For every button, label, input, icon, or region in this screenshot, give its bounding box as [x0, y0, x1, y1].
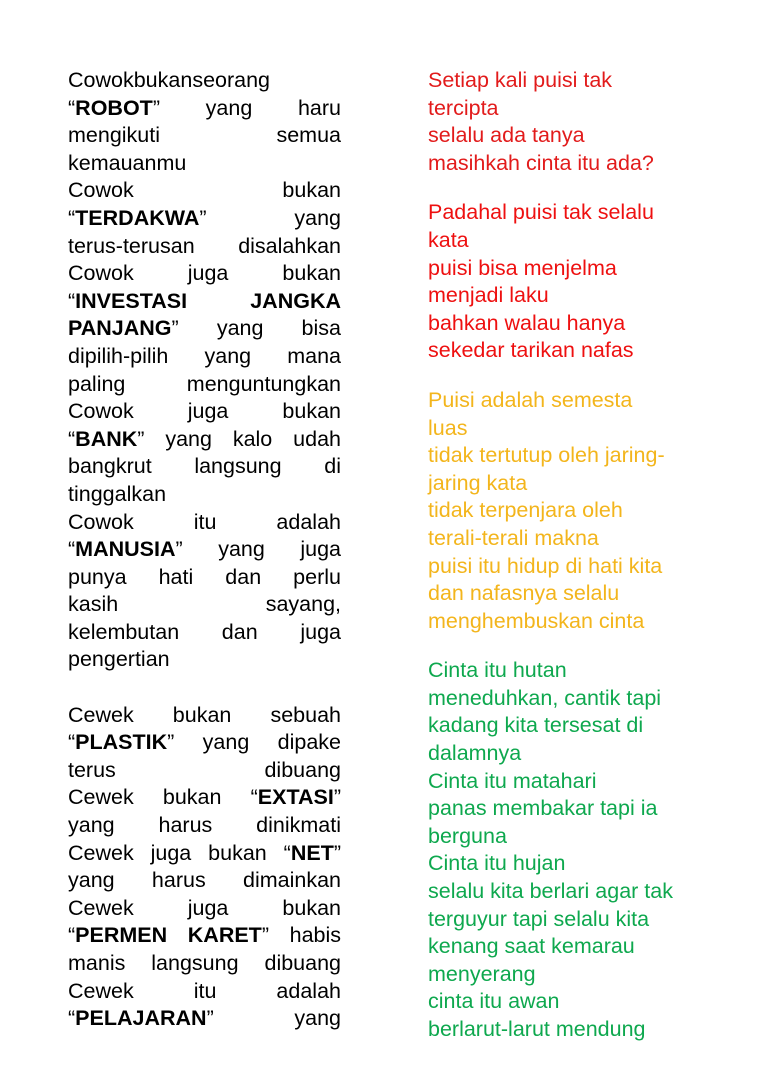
- poem-stanza: [428, 67, 748, 177]
- word: harus: [114, 813, 213, 838]
- word: bukan: [228, 261, 341, 286]
- word: adalah: [216, 509, 341, 534]
- prose-line: [68, 702, 341, 730]
- word: ”: [175, 537, 183, 562]
- word: tinggalkan: [68, 481, 167, 506]
- keyword: NET: [290, 840, 334, 865]
- word: itu: [133, 978, 217, 1003]
- word: semua: [160, 123, 341, 148]
- keyword: PERMEN: [75, 923, 168, 948]
- poem-line: menghembuskan cinta: [428, 608, 645, 633]
- keyword: BANK: [75, 426, 138, 451]
- poem-line: dalamnya: [428, 741, 522, 766]
- word: juga: [133, 399, 229, 424]
- word: ”: [333, 785, 341, 810]
- word: bukan: [133, 785, 222, 810]
- word: “: [68, 1006, 76, 1031]
- word: Cewek: [68, 840, 134, 865]
- poem-line: sekedar tarikan nafas: [428, 338, 634, 363]
- poem-line: Cinta itu hujan: [428, 851, 566, 876]
- poem-line: jaring kata: [428, 470, 528, 495]
- word: “: [221, 785, 258, 810]
- poem-line: kata: [428, 227, 469, 252]
- poem-line: selalu ada tanya: [428, 123, 585, 148]
- prose-line: [68, 812, 341, 840]
- prose-line: [68, 95, 341, 123]
- prose-line: [68, 398, 341, 426]
- word: pengertian: [68, 647, 170, 672]
- prose-line: [68, 978, 341, 1006]
- word: Cowok: [68, 68, 134, 92]
- word: Cowok: [68, 178, 134, 203]
- word: sebuah: [231, 702, 341, 727]
- word: “: [68, 95, 76, 120]
- word: terus: [68, 757, 116, 782]
- poem-line: meneduhkan, cantik tapi: [428, 685, 662, 710]
- word: ”: [167, 730, 175, 755]
- word: “: [68, 923, 76, 948]
- word: yang: [213, 1006, 341, 1031]
- word: terus-terusan: [68, 233, 195, 258]
- poem-line: Puisi adalah semesta: [428, 387, 633, 412]
- prose-line: [68, 426, 341, 454]
- poem-stanza: [428, 199, 748, 365]
- poem-stanza: [428, 657, 748, 1043]
- word: kasih: [68, 592, 119, 617]
- keyword: ROBOT: [75, 95, 153, 120]
- word: seorang: [192, 68, 271, 92]
- word: ”: [152, 95, 160, 120]
- poem-line: terguyur tapi selalu kita: [428, 906, 650, 931]
- poem-line: selalu kita berlari agar tak: [428, 879, 673, 904]
- poem-line: terali-terali makna: [428, 525, 599, 550]
- prose-line: [68, 1005, 341, 1033]
- poem-line: Setiap kali puisi tak: [428, 68, 613, 92]
- poem-line: bahkan walau hanya: [428, 310, 626, 335]
- prose-line: [68, 840, 341, 868]
- word: “: [68, 730, 76, 755]
- word: bukan: [133, 702, 232, 727]
- word: Cowok: [68, 399, 134, 424]
- poem-line: dan nafasnya selalu: [428, 581, 620, 606]
- word: hati: [126, 564, 194, 589]
- word: kelembutan: [68, 619, 180, 644]
- word: langsung: [151, 454, 282, 479]
- word: bukan: [228, 895, 341, 920]
- poem-line: berguna: [428, 823, 507, 848]
- poem-line: Cinta itu hutan: [428, 658, 567, 683]
- keyword: PLASTIK: [75, 730, 168, 755]
- word: di: [281, 454, 341, 479]
- word: ”: [206, 1006, 214, 1031]
- poem-line: tidak tertutup oleh jaring-: [428, 443, 665, 468]
- prose-line: [68, 536, 341, 564]
- poem-line: cinta itu awan: [428, 989, 560, 1014]
- word: langsung: [125, 951, 239, 975]
- prose-line: [68, 122, 341, 150]
- keyword: TERDAKWA: [75, 205, 200, 230]
- prose-line: [68, 509, 341, 537]
- word: dipilih-pilih: [68, 343, 169, 368]
- word: manis: [68, 951, 126, 975]
- word: “: [68, 537, 76, 562]
- poem-line: kadang kita tersesat di: [428, 713, 644, 738]
- prose-line: [68, 288, 341, 316]
- word: yang: [206, 205, 341, 230]
- prose-line: [68, 260, 341, 288]
- word: mengikuti: [68, 123, 161, 148]
- word: yang: [68, 813, 115, 838]
- right-column-poem: [428, 67, 748, 1066]
- prose-line: [68, 177, 341, 205]
- word: punya: [68, 564, 127, 589]
- word: habis: [269, 923, 342, 948]
- word: juga: [133, 840, 192, 865]
- word: “: [266, 840, 291, 865]
- word: ”: [199, 205, 207, 230]
- word: itu: [133, 509, 217, 534]
- poem-line: Cinta itu matahari: [428, 768, 597, 793]
- prose-line: [68, 481, 341, 509]
- prose-line: [68, 371, 341, 399]
- word: bisa: [263, 316, 341, 341]
- word: “: [68, 205, 76, 230]
- word: yang: [178, 316, 264, 341]
- word: sayang,: [118, 592, 341, 617]
- left-column-prose: [68, 67, 341, 1033]
- poem-line: luas: [428, 415, 468, 440]
- prose-line: [68, 591, 341, 619]
- blank-line: [68, 674, 341, 702]
- word: ”: [261, 923, 269, 948]
- poem-line: puisi bisa menjelma: [428, 255, 617, 280]
- poem-line: tercipta: [428, 95, 499, 120]
- keyword: JANGKA: [187, 288, 341, 313]
- word: bangkrut: [68, 454, 152, 479]
- prose-line: [68, 150, 341, 178]
- word: Cewek: [68, 702, 134, 727]
- word: perlu: [261, 564, 341, 589]
- poem-line: tidak terpenjara oleh: [428, 498, 623, 523]
- word: dan: [179, 619, 258, 644]
- word: yang: [174, 730, 250, 755]
- prose-line: [68, 784, 341, 812]
- word: dinikmati: [212, 813, 341, 838]
- poem-line: panas membakar tapi ia: [428, 796, 658, 821]
- poem-line: menjadi laku: [428, 283, 549, 308]
- keyword: MANUSIA: [75, 537, 176, 562]
- word: bukan: [228, 399, 341, 424]
- keyword: PANJANG: [68, 316, 172, 341]
- word: “: [68, 288, 76, 313]
- prose-line: [68, 233, 341, 261]
- poem-stanza: [428, 387, 748, 635]
- word: Cewek: [68, 895, 134, 920]
- prose-line: [68, 343, 341, 371]
- word: haru: [252, 95, 341, 120]
- prose-line: [68, 453, 341, 481]
- poem-line: masihkah cinta itu ada?: [428, 150, 654, 175]
- word: adalah: [216, 978, 341, 1003]
- word: juga: [133, 261, 229, 286]
- word: yang: [144, 426, 212, 451]
- prose-line: [68, 757, 341, 785]
- poem-line: puisi itu hidup di hati kita: [428, 553, 663, 578]
- poem-line: Padahal puisi tak selalu: [428, 200, 654, 225]
- prose-line: [68, 619, 341, 647]
- word: kalo: [211, 426, 273, 451]
- word: kemauanmu: [68, 150, 187, 175]
- word: ”: [171, 316, 179, 341]
- poem-line: kenang saat kemarau: [428, 934, 635, 959]
- word: ”: [333, 840, 341, 865]
- word: juga: [257, 619, 341, 644]
- word: yang: [68, 868, 115, 893]
- word: yang: [159, 95, 253, 120]
- word: bukan: [133, 178, 341, 203]
- word: Cewek: [68, 978, 134, 1003]
- word: Cowok: [68, 261, 134, 286]
- prose-line: [68, 315, 341, 343]
- prose-line: [68, 564, 341, 592]
- word: Cewek: [68, 785, 134, 810]
- word: Cowok: [68, 509, 134, 534]
- poem-line: berlarut-larut mendung: [428, 1017, 646, 1041]
- word: mana: [251, 343, 341, 368]
- word: dimainkan: [205, 868, 341, 893]
- word: udah: [272, 426, 341, 451]
- word: ”: [137, 426, 145, 451]
- prose-line: [68, 895, 341, 923]
- prose-line: [68, 729, 341, 757]
- word: disalahkan: [194, 233, 341, 258]
- word: bukan: [133, 68, 193, 92]
- word: juga: [264, 537, 341, 562]
- keyword: EXTASI: [257, 785, 334, 810]
- word: paling: [68, 371, 126, 396]
- word: juga: [133, 895, 229, 920]
- word: dibuang: [115, 757, 341, 782]
- word: dipake: [249, 730, 341, 755]
- word: “: [68, 426, 76, 451]
- word: menguntungkan: [125, 371, 341, 396]
- prose-line: [68, 646, 341, 674]
- word: bukan: [191, 840, 267, 865]
- keyword: INVESTASI: [75, 288, 188, 313]
- prose-line: [68, 950, 341, 978]
- word: yang: [182, 537, 265, 562]
- prose-line: [68, 205, 341, 233]
- prose-line: [68, 922, 341, 950]
- keyword: KARET: [167, 923, 262, 948]
- prose-line: [68, 67, 341, 95]
- keyword: PELAJARAN: [75, 1006, 207, 1031]
- word: yang: [168, 343, 252, 368]
- word: dan: [193, 564, 262, 589]
- poem-line: menyerang: [428, 961, 536, 986]
- word: dibuang: [238, 951, 342, 975]
- prose-line: [68, 867, 341, 895]
- word: harus: [114, 868, 206, 893]
